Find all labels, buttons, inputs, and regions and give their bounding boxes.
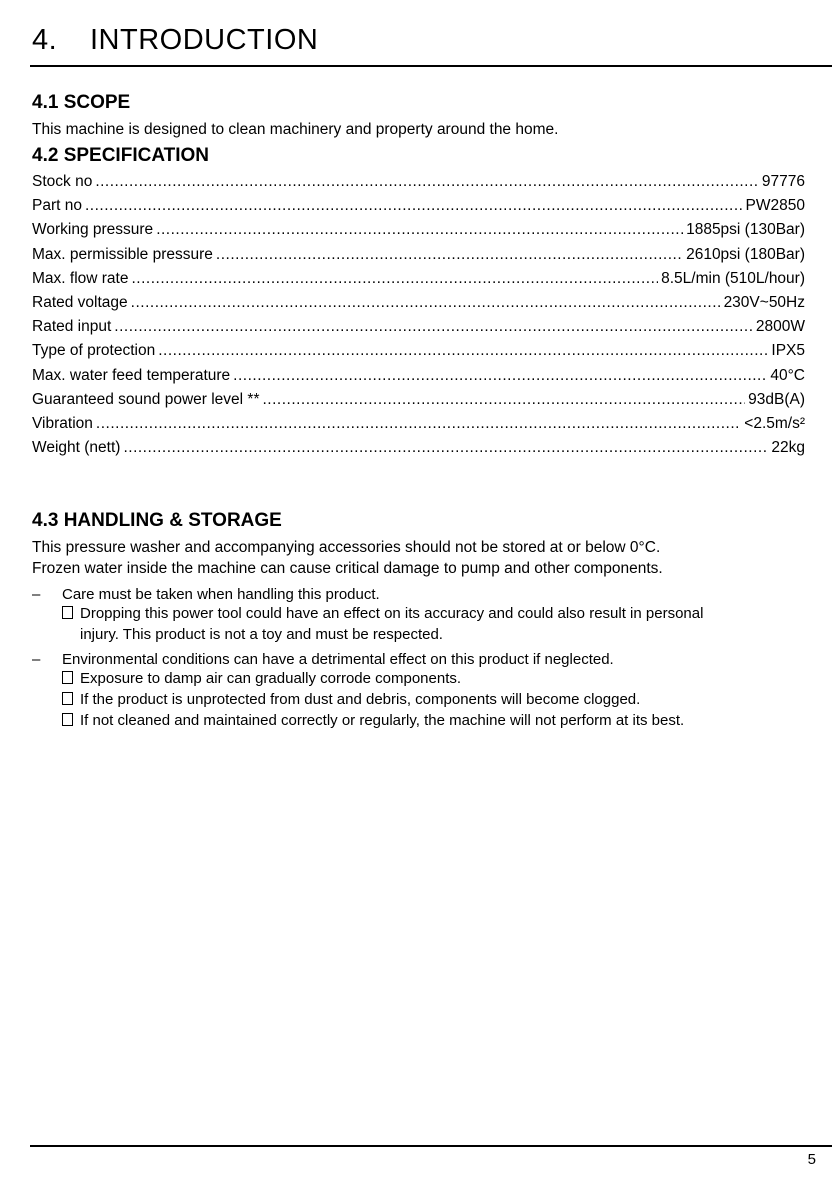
sub-item-text: If not cleaned and maintained correctly or regularly, the machine will not perform at its best. <box>80 712 685 729</box>
list-item-text: Care must be taken when handling this product. <box>62 586 380 603</box>
spec-value: 40°C <box>770 366 805 384</box>
sub-list-item <box>62 710 826 731</box>
spec-label: Max. water feed temperature <box>32 366 231 384</box>
spec-row <box>32 270 805 294</box>
spec-row <box>32 391 805 415</box>
list-item <box>32 585 380 605</box>
spec-label: Weight (nett) <box>32 439 121 457</box>
leader-dots <box>131 270 658 288</box>
spec-label: Rated voltage <box>32 293 128 311</box>
leader-dots <box>96 415 741 433</box>
dash-bullet: – <box>32 651 41 668</box>
list-item <box>32 650 614 670</box>
specification-table <box>32 173 805 463</box>
chapter-heading <box>32 24 318 57</box>
spec-value: 2800W <box>755 318 805 336</box>
spec-label: Max. permissible pressure <box>32 245 213 263</box>
chapter-title: INTRODUCTION <box>90 24 319 56</box>
spec-label: Rated input <box>32 318 112 336</box>
sub-item-text-continued: injury. This product is not a toy and must be respected. <box>80 626 443 643</box>
list-item-text: Environmental conditions can have a detrimental effect on this product if neglected. <box>62 651 614 668</box>
handling-intro-line2: Frozen water inside the machine can cause critical damage to pump and other components. <box>32 560 663 577</box>
spec-row <box>32 367 805 391</box>
spec-row <box>32 197 805 221</box>
spec-row <box>32 342 805 366</box>
spec-row <box>32 173 805 197</box>
leader-dots <box>95 173 759 191</box>
scope-heading: 4.1 SCOPE <box>32 92 131 113</box>
leader-dots <box>158 342 768 360</box>
leader-dots <box>131 294 721 312</box>
handling-intro-line1: This pressure washer and accompanying accessories should not be stored at or below 0°C. <box>32 539 661 556</box>
bottom-divider <box>30 1145 832 1147</box>
leader-dots <box>233 367 767 385</box>
spec-row <box>32 221 805 245</box>
spec-value: 97776 <box>761 173 805 190</box>
handling-heading: 4.3 HANDLING & STORAGE <box>32 510 282 531</box>
spec-value: 2610psi (180Bar) <box>686 245 805 263</box>
spec-row <box>32 318 805 342</box>
spec-value: 93dB(A) <box>748 390 805 408</box>
spec-row <box>32 246 805 270</box>
spec-row <box>32 294 805 318</box>
sub-list-item <box>62 603 826 645</box>
spec-label: Part no <box>32 197 82 215</box>
checkbox-bullet-icon <box>62 671 73 684</box>
spec-value: 22kg <box>771 439 805 457</box>
leader-dots <box>262 391 745 409</box>
spec-row <box>32 439 805 463</box>
sub-item-text: Exposure to damp air can gradually corrode components. <box>80 670 462 687</box>
spec-value: 230V~50Hz <box>723 293 805 311</box>
spec-value: PW2850 <box>745 197 805 215</box>
checkbox-bullet-icon <box>62 606 73 619</box>
spec-label: Working pressure <box>32 221 154 239</box>
spec-value: <2.5m/s² <box>744 414 805 432</box>
spec-value: 1885psi (130Bar) <box>686 221 805 239</box>
top-divider <box>30 65 832 67</box>
sub-item-text: Dropping this power tool could have an effect on its accuracy and could also result in personal <box>80 605 704 622</box>
spec-row <box>32 415 805 439</box>
leader-dots <box>85 197 743 215</box>
checkbox-bullet-icon <box>62 692 73 705</box>
sub-list-item <box>62 668 826 689</box>
sub-item-text: If the product is unprotected from dust and debris, components will become clogged. <box>80 691 641 708</box>
leader-dots <box>156 221 683 239</box>
page-number: 5 <box>807 1151 816 1168</box>
spec-value: IPX5 <box>771 342 805 360</box>
spec-label: Stock no <box>32 173 93 190</box>
leader-dots <box>216 246 683 264</box>
spec-label: Guaranteed sound power level ** <box>32 390 260 408</box>
spec-label: Max. flow rate <box>32 269 129 287</box>
sub-list-item <box>62 689 826 710</box>
specification-heading: 4.2 SPECIFICATION <box>32 145 210 166</box>
scope-text: This machine is designed to clean machinery and property around the home. <box>32 121 559 138</box>
dash-bullet: – <box>32 586 41 603</box>
spec-value: 8.5L/min (510L/hour) <box>661 269 805 287</box>
leader-dots <box>123 439 768 457</box>
spec-label: Vibration <box>32 414 93 432</box>
checkbox-bullet-icon <box>62 713 73 726</box>
chapter-number: 4. <box>32 24 58 56</box>
leader-dots <box>114 318 753 336</box>
spec-label: Type of protection <box>32 342 156 360</box>
